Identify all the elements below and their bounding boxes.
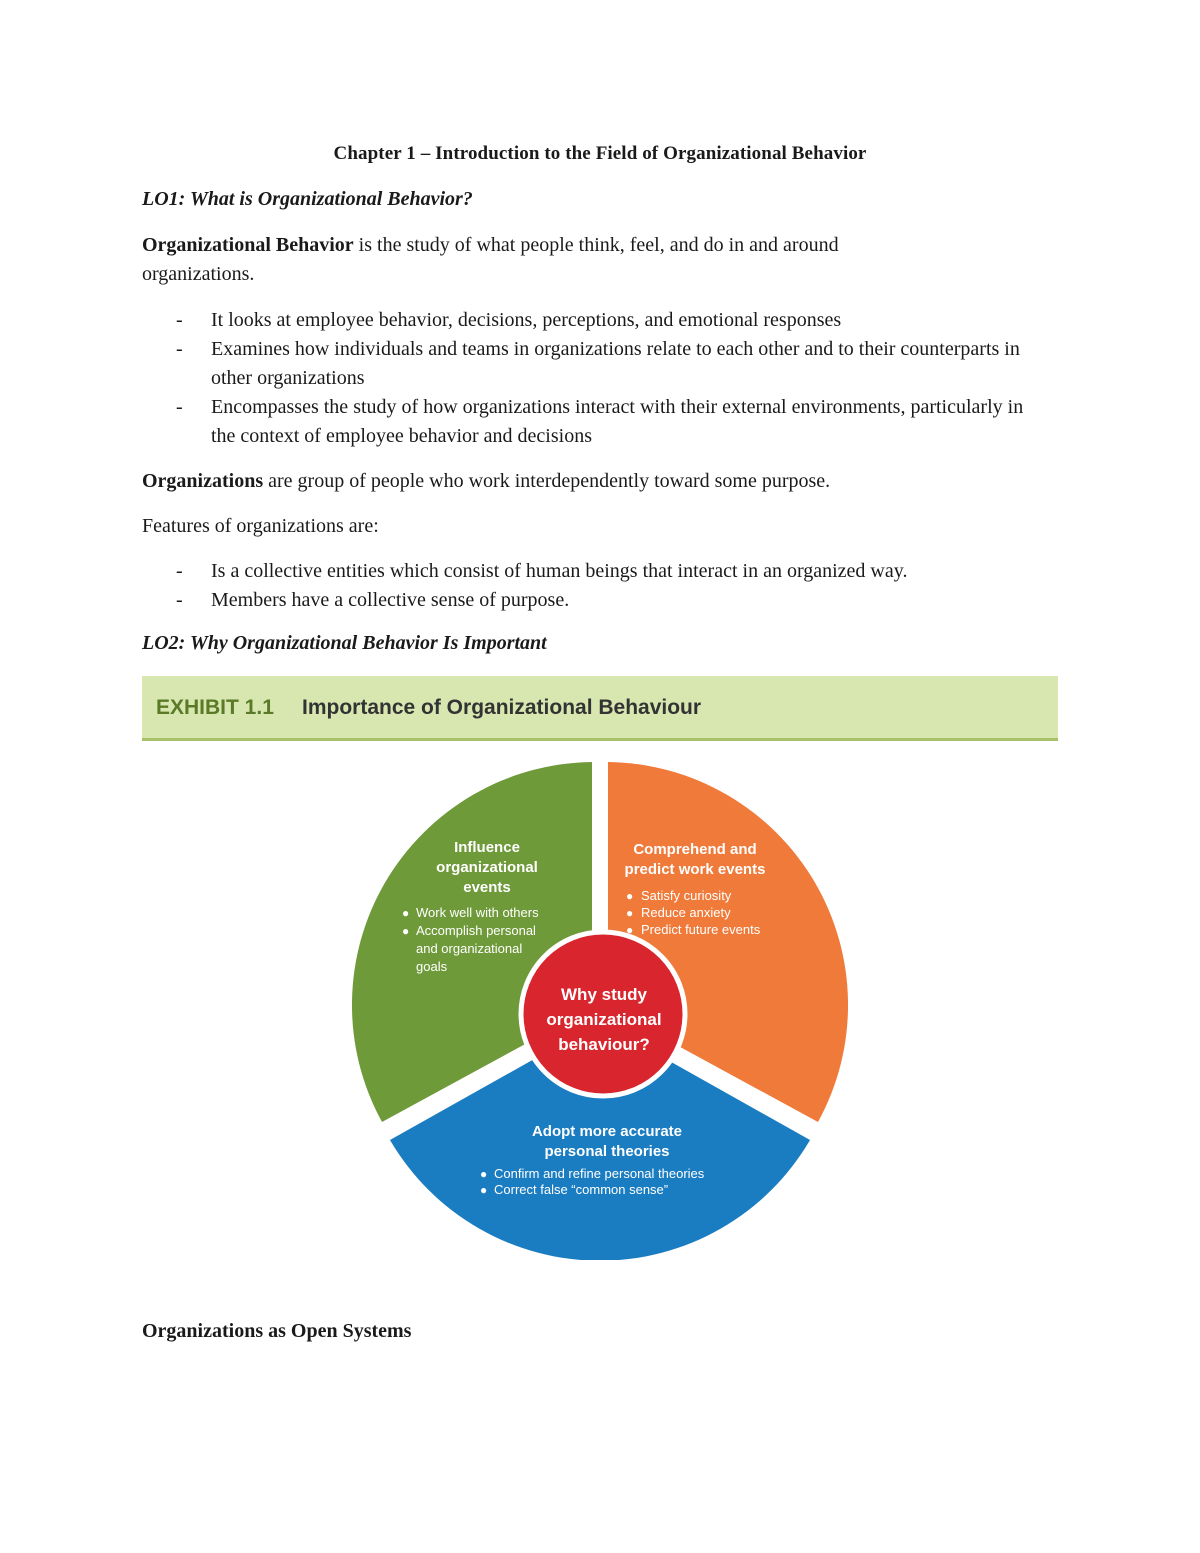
center-text-line: organizational — [546, 1010, 662, 1029]
exhibit-number: EXHIBIT 1.1 — [156, 696, 274, 719]
center-text-line: behaviour? — [558, 1035, 650, 1054]
organizations-definition — [142, 467, 1042, 496]
bullet-dot-icon: ● — [626, 923, 634, 937]
comprehend-item: Satisfy curiosity — [641, 888, 732, 903]
adopt-title: personal theories — [544, 1143, 670, 1160]
influence-item: Accomplish personal — [416, 923, 536, 938]
bullet-text: Examines how individuals and teams in organizations relate to each other and to their counterparts in other organizations — [211, 338, 1020, 389]
bullet-dot-icon: ● — [626, 889, 634, 903]
bullet-text: Encompasses the study of how organizations interact with their external environments, particularly in the context of employee behavior and decisions — [211, 396, 1024, 447]
adopt-title: Adopt more accurate — [531, 1123, 683, 1140]
center-text-line: Why study — [561, 985, 647, 1004]
bullet-dot-icon: ● — [480, 1183, 488, 1197]
influence-item: goals — [416, 959, 448, 974]
exhibit-banner — [142, 676, 1058, 741]
list-item: - Encompasses the study of how organizations interact with their external environments, particularly in the context of employee behavior and decisions — [176, 396, 1024, 447]
influence-title: organizational — [436, 859, 538, 876]
list-item: - Is a collective entities which consist of human beings that interact in an organized way. — [176, 560, 908, 582]
feature-text: Members have a collective sense of purpose. — [211, 589, 570, 611]
comprehend-item: Reduce anxiety — [641, 905, 731, 920]
ob-definition-text: is the study of what people think, feel, and do in and around — [353, 234, 839, 256]
ob-term: Organizational Behavior — [142, 234, 354, 256]
influence-title: Influence — [454, 839, 520, 856]
ob-bullet-list — [142, 306, 1042, 451]
bullet-dot-icon: ● — [402, 906, 410, 920]
list-item: - Members have a collective sense of purpose. — [176, 589, 570, 611]
influence-item: Work well with others — [416, 905, 539, 920]
bullet-text: It looks at employee behavior, decisions, perceptions, and emotional responses — [211, 309, 842, 331]
adopt-item: Correct false “common sense” — [494, 1182, 669, 1197]
lo2-heading: LO2: Why Organizational Behavior Is Important — [142, 632, 547, 654]
ob-definition-text-2: organizations. — [142, 263, 255, 285]
features-intro: Features of organizations are: — [142, 515, 379, 537]
organizations-term: Organizations — [142, 470, 264, 492]
bullet-dot-icon: ● — [626, 906, 634, 920]
exhibit-caption: Importance of Organizational Behaviour — [302, 696, 702, 719]
chapter-title: Chapter 1 – Introduction to the Field of Organizational Behavior — [333, 143, 867, 164]
importance-diagram — [300, 760, 900, 1260]
adopt-item: Confirm and refine personal theories — [494, 1166, 705, 1181]
comprehend-item: Predict future events — [641, 922, 761, 937]
list-item: - It looks at employee behavior, decisions, perceptions, and emotional responses — [176, 309, 842, 331]
open-systems-heading: Organizations as Open Systems — [142, 1320, 412, 1342]
comprehend-title: predict work events — [624, 861, 766, 878]
lo1-heading: LO1: What is Organizational Behavior? — [142, 188, 473, 210]
bullet-dot-icon: ● — [402, 924, 410, 938]
influence-title: events — [463, 879, 511, 896]
organizations-definition-text: are group of people who work interdependently toward some purpose. — [263, 470, 831, 492]
influence-item: and organizational — [416, 941, 523, 956]
features-list — [142, 557, 1042, 615]
ob-definition — [142, 231, 1042, 289]
bullet-dot-icon: ● — [480, 1167, 488, 1181]
comprehend-title: Comprehend and — [633, 841, 757, 858]
list-item: - Examines how individuals and teams in organizations relate to each other and to their counterparts in other organizations — [176, 338, 1020, 389]
feature-text: Is a collective entities which consist of human beings that interact in an organized way. — [211, 560, 908, 582]
